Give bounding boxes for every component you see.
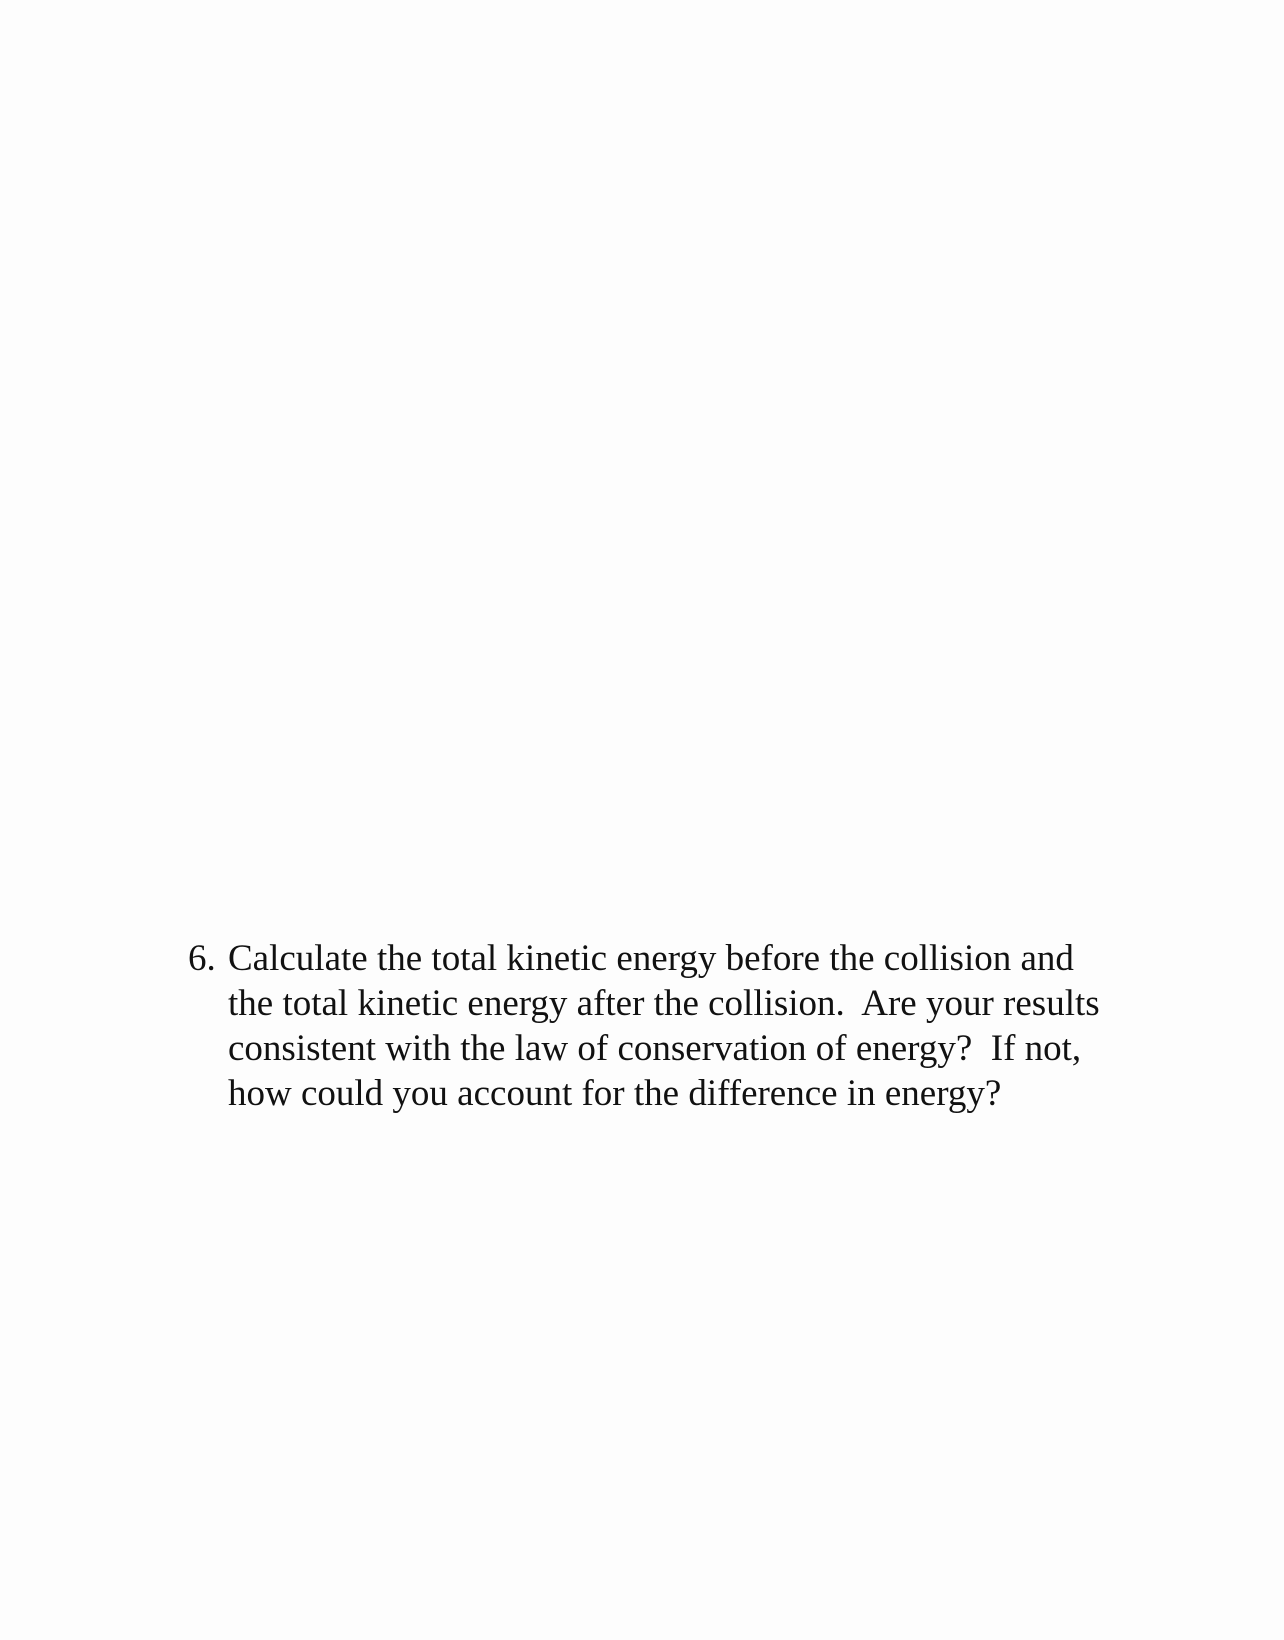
question-text <box>228 936 1100 1116</box>
question-line-2: the total kinetic energy after the collision. Are your results <box>228 983 1100 1024</box>
question-line-1: Calculate the total kinetic energy before the collision and <box>228 938 1074 979</box>
question-line-4: how could you account for the difference in energy? <box>228 1073 1002 1114</box>
question-6 <box>188 936 1148 1116</box>
question-row <box>188 936 1148 1116</box>
question-line-3: consistent with the law of conservation of energy? If not, <box>228 1028 1082 1069</box>
question-number: 6. <box>188 938 216 979</box>
